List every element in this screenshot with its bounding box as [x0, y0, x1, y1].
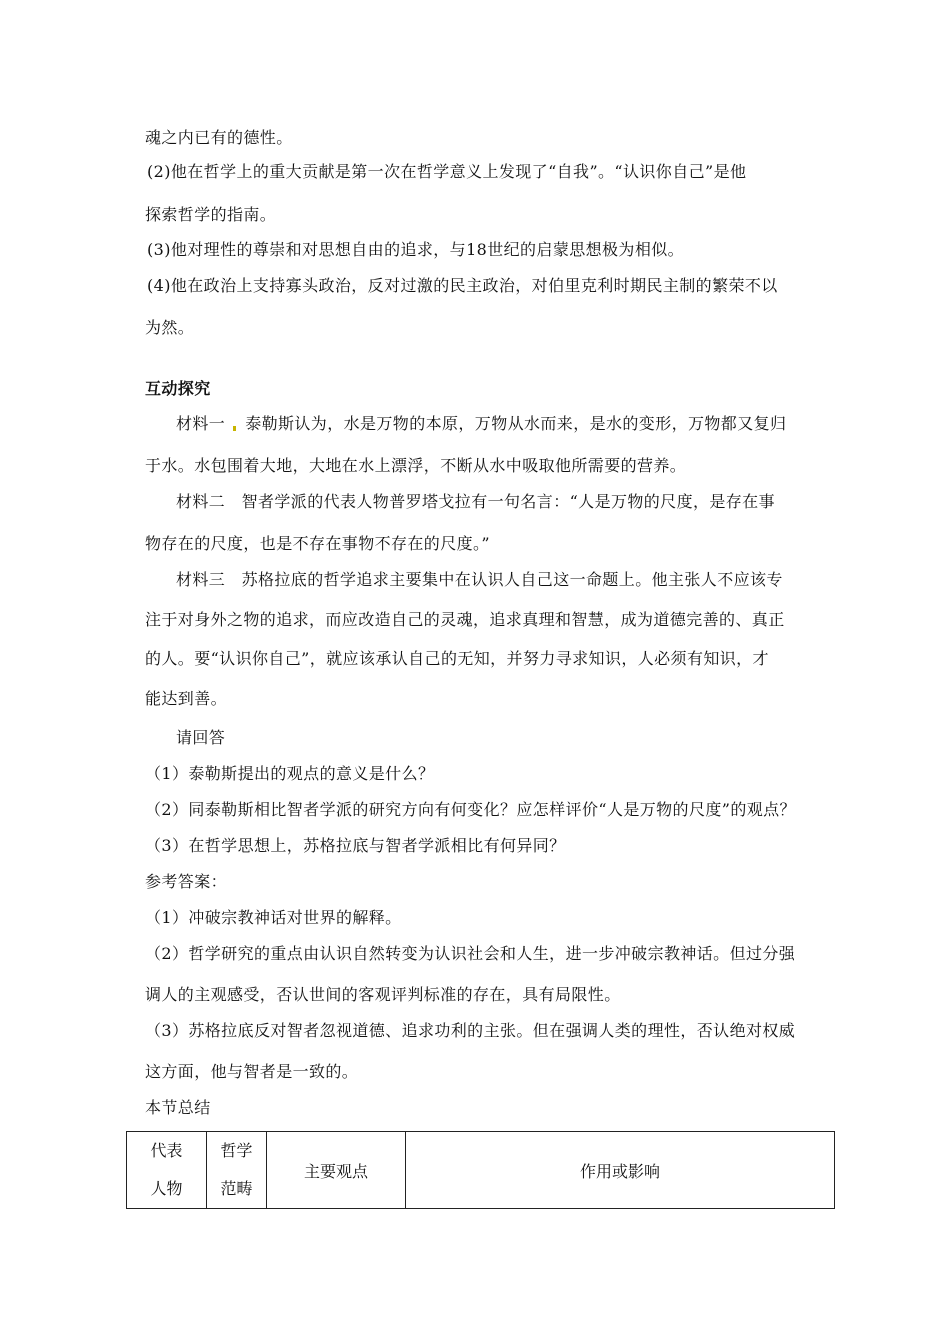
- answer-3: （3）苏格拉底反对智者忽视道德、追求功利的主张。但在强调人类的理性，否认绝对权威: [145, 1021, 796, 1040]
- answers-title: 参考答案：: [145, 872, 228, 891]
- paragraph-line: (4)他在政治上支持寡头政治，反对过激的民主政治，对伯里克利时期民主制的繁荣不以: [147, 276, 778, 295]
- paragraph-line: (2)他在哲学上的重大贡献是第一次在哲学意义上发现了“自我”。“认识你自己”是他: [147, 162, 747, 181]
- summary-title: 本节总结: [145, 1098, 211, 1117]
- material-1-line: [176, 414, 786, 434]
- highlight-mark: [233, 426, 236, 431]
- answer-1: （1）冲破宗教神话对世界的解释。: [145, 908, 402, 927]
- material-2-cont: 物存在的尺度，也是不存在事物不存在的尺度。”: [145, 534, 490, 553]
- material-2-line: 材料二 智者学派的代表人物普罗塔戈拉有一句名言：“人是万物的尺度，是存在事: [176, 492, 775, 511]
- question-3: （3）在哲学思想上，苏格拉底与智者学派相比有何异同？: [145, 836, 566, 855]
- material-3-line: 材料三 苏格拉底的哲学追求主要集中在认识人自己这一命题上。他主张人不应该专: [176, 570, 783, 589]
- paragraph-line: 探索哲学的指南。: [145, 205, 277, 224]
- header-category: 哲学 范畴: [207, 1132, 267, 1209]
- section-title: 互动探究: [145, 379, 211, 398]
- paragraph-line: 为然。: [145, 318, 195, 337]
- material-3-cont: 能达到善。: [145, 689, 228, 708]
- header-influence: 作用或影响: [406, 1132, 835, 1209]
- answer-2-cont: 调人的主观感受，否认世间的客观评判标准的存在，具有局限性。: [145, 985, 621, 1004]
- summary-table: [126, 1131, 835, 1209]
- material-1-cont: 于水。水包围着大地，大地在水上漂浮，不断从水中吸取他所需要的营养。: [145, 456, 687, 475]
- answer-3-cont: 这方面，他与智者是一致的。: [145, 1062, 359, 1081]
- header-main-views: 主要观点: [267, 1132, 406, 1209]
- paragraph-line: (3)他对理性的尊崇和对思想自由的追求，与18世纪的启蒙思想极为相似。: [147, 240, 685, 259]
- header-representative: 代表 人物: [127, 1132, 207, 1209]
- question-1: （1）泰勒斯提出的观点的意义是什么？: [145, 764, 435, 783]
- material-1-label: 材料一: [176, 414, 226, 433]
- material-3-cont: 注于对身外之物的追求，而应改造自己的灵魂，追求真理和智慧，成为道德完善的、真正: [145, 610, 785, 629]
- paragraph-line: 魂之内已有的德性。: [145, 128, 293, 147]
- table-header-row: [127, 1132, 835, 1209]
- prompt: 请回答: [176, 728, 226, 747]
- material-1-text: 泰勒斯认为，水是万物的本原，万物从水而来，是水的变形，万物都又复归: [245, 414, 787, 433]
- material-3-cont: 的人。要“认识你自己”，就应该承认自己的无知，并努力寻求知识，人必须有知识，才: [145, 649, 769, 668]
- question-2: （2）同泰勒斯相比智者学派的研究方向有何变化？应怎样评价“人是万物的尺度”的观点？: [145, 800, 796, 819]
- answer-2: （2）哲学研究的重点由认识自然转变为认识社会和人生，进一步冲破宗教神话。但过分强: [145, 944, 796, 963]
